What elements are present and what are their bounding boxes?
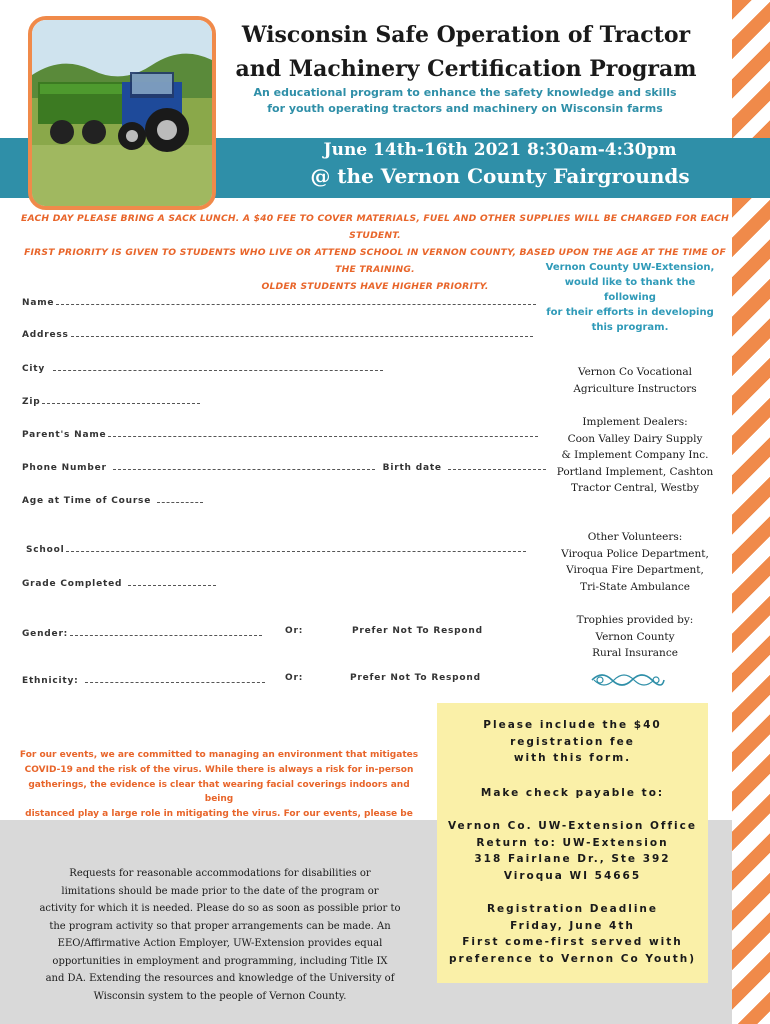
phone-input-line[interactable] <box>113 460 375 470</box>
sponsor-line: Other Volunteers: <box>587 531 683 543</box>
address-label: Address <box>22 330 69 340</box>
event-venue: @ the Vernon County Fairgrounds <box>310 164 690 188</box>
covid-line: gatherings, the evidence is clear that wearing facial coverings indoors and being <box>28 779 410 805</box>
notice-line: FIRST PRIORITY IS GIVEN TO STUDENTS WHO LIVE OR ATTEND SCHOOL IN VERNON COUNTY, BASED UPON THE AGE AT THE TIME OF THE TRAINING. <box>24 247 726 275</box>
grade-label: Grade Completed <box>22 579 123 589</box>
page-title <box>210 18 722 86</box>
fee-line: Friday, June 4th <box>510 919 635 932</box>
fee-line: Vernon Co. UW-Extension Office <box>448 820 697 832</box>
covid-line: distanced play a large role in mitigating the virus. For our events, please be <box>25 809 413 820</box>
birth-date-input-line[interactable] <box>448 460 546 470</box>
address-field[interactable] <box>22 327 533 340</box>
sponsor-line: Vernon County <box>595 630 675 643</box>
fee-line: Return to: UW-Extension <box>476 836 669 849</box>
grade-input-line[interactable] <box>128 576 216 586</box>
fee-line: First come-first served with <box>462 936 683 948</box>
ornament-icon <box>590 670 666 690</box>
thanks-message <box>540 260 720 335</box>
tractor-photo <box>28 16 216 210</box>
sponsor-line: Viroqua Fire Department, <box>566 564 704 576</box>
ethnicity-or-label: Or: <box>285 673 304 683</box>
fee-include-text <box>437 717 708 767</box>
age-field[interactable] <box>22 493 203 506</box>
sponsor-dealers <box>545 414 725 497</box>
accom-line: and DA. Extending the resources and knowledge of the University of <box>45 973 395 984</box>
city-field[interactable] <box>22 361 383 374</box>
fee-line: 318 Fairlane Dr., Ste 392 <box>474 853 671 865</box>
phone-label: Phone Number <box>22 463 107 473</box>
thanks-line: this program. <box>591 322 669 333</box>
mailing-address <box>437 818 708 884</box>
gender-or-label: Or: <box>285 626 304 636</box>
sponsor-line: & Implement Company Inc. <box>561 449 709 461</box>
sponsor-line: Tri-State Ambulance <box>580 580 690 593</box>
accom-line: limitations should be made prior to the date of the program or <box>61 885 379 897</box>
ethnicity-prefer-option[interactable]: Prefer Not To Respond <box>350 673 481 683</box>
sponsor-volunteers <box>545 529 725 595</box>
accom-line: opportunities in employment and programming, including Title IX <box>52 955 388 967</box>
thanks-line: Vernon County UW-Extension, <box>545 262 715 273</box>
zip-field[interactable] <box>22 394 200 407</box>
fee-line: preference to Vernon Co Youth) <box>448 952 697 965</box>
ethnicity-label: Ethnicity: <box>22 676 79 686</box>
sponsor-line: Portland Implement, Cashton <box>556 465 714 478</box>
city-input-line[interactable] <box>53 361 383 371</box>
covid-line: For our events, we are committed to managing an environment that mitigates <box>19 750 419 760</box>
thanks-line: for their efforts in developing <box>546 307 714 318</box>
subtitle-line: An educational program to enhance the safety knowledge and skills <box>253 86 677 99</box>
sponsor-line: Implement Dealers: <box>582 416 688 428</box>
grade-field[interactable] <box>22 576 216 589</box>
covid-line: COVID-19 and the risk of the virus. While there is always a risk for in-person <box>24 764 414 775</box>
school-input-line[interactable] <box>66 542 526 552</box>
age-input-line[interactable] <box>157 493 203 503</box>
accom-line: the program activity so that proper arrangements can be made. An <box>49 920 391 932</box>
city-label: City <box>22 364 46 374</box>
name-input-line[interactable] <box>56 295 536 305</box>
ethnicity-input-line[interactable] <box>85 673 265 683</box>
sponsor-trophies <box>545 612 725 662</box>
zip-label: Zip <box>22 397 41 407</box>
notice-line: EACH DAY PLEASE BRING A SACK LUNCH. A $40 FEE TO COVER MATERIALS, FUEL AND OTHER SUPPLIES WILL BE CHARGED FOR EACH STUDENT. <box>20 213 730 241</box>
parents-name-input-line[interactable] <box>108 427 538 437</box>
sponsor-line: Agriculture Instructors <box>573 382 697 395</box>
age-label: Age at Time of Course <box>22 496 152 506</box>
fee-line: Registration Deadline <box>486 903 659 915</box>
parents-name-label: Parent's Name <box>22 430 107 440</box>
fee-line: with this form. <box>513 752 632 764</box>
address-input-line[interactable] <box>71 327 533 337</box>
fee-line: registration fee <box>510 735 635 748</box>
name-field[interactable] <box>22 295 536 308</box>
title-line: Wisconsin Safe Operation of Tractor <box>241 22 691 48</box>
thanks-line: following <box>604 292 656 303</box>
accom-line: EEO/Affirmative Action Employer, UW-Extension provides equal <box>57 938 383 949</box>
sponsor-line: Tractor Central, Westby <box>570 482 699 494</box>
sponsor-vocational <box>545 364 725 397</box>
subtitle <box>220 85 710 117</box>
thanks-line: would like to thank the <box>564 277 696 288</box>
zip-input-line[interactable] <box>42 394 200 404</box>
subtitle-line: for youth operating tractors and machinery on Wisconsin farms <box>267 102 663 115</box>
event-date: June 14th-16th 2021 8:30am-4:30pm <box>323 140 677 160</box>
parents-name-field[interactable] <box>22 427 538 440</box>
school-label: School <box>26 545 65 555</box>
accom-line: Wisconsin system to the people of Vernon County. <box>93 990 347 1002</box>
sponsor-line: Trophies provided by: <box>576 614 694 626</box>
accom-line: activity for which it is needed. Please do so as soon as possible prior to <box>39 903 401 914</box>
phone-field[interactable] <box>22 460 546 473</box>
ethnicity-field[interactable] <box>22 673 265 686</box>
gender-label: Gender: <box>22 629 69 639</box>
gender-prefer-option[interactable]: Prefer Not To Respond <box>352 626 483 636</box>
registration-deadline <box>437 901 708 967</box>
check-payable-text: Make check payable to: <box>480 787 665 799</box>
accommodations-statement <box>30 865 410 1005</box>
title-line: and Machinery Certification Program <box>235 56 697 82</box>
sponsor-line: Viroqua Police Department, <box>561 547 709 560</box>
school-field[interactable] <box>26 542 526 555</box>
sponsor-line: Coon Valley Dairy Supply <box>567 432 703 445</box>
sponsor-line: Vernon Co Vocational <box>577 366 693 378</box>
gender-field[interactable] <box>22 626 262 639</box>
notice-line: OLDER STUDENTS HAVE HIGHER PRIORITY. <box>261 281 489 292</box>
gender-input-line[interactable] <box>70 626 262 636</box>
sponsor-line: Rural Insurance <box>592 647 678 659</box>
name-label: Name <box>22 298 55 308</box>
birth-date-label: Birth date <box>382 463 442 473</box>
accom-line: Requests for reasonable accommodations for disabilities or <box>69 868 371 879</box>
fee-line: Please include the $40 <box>483 719 662 731</box>
fee-line: Viroqua WI 54665 <box>503 869 642 882</box>
